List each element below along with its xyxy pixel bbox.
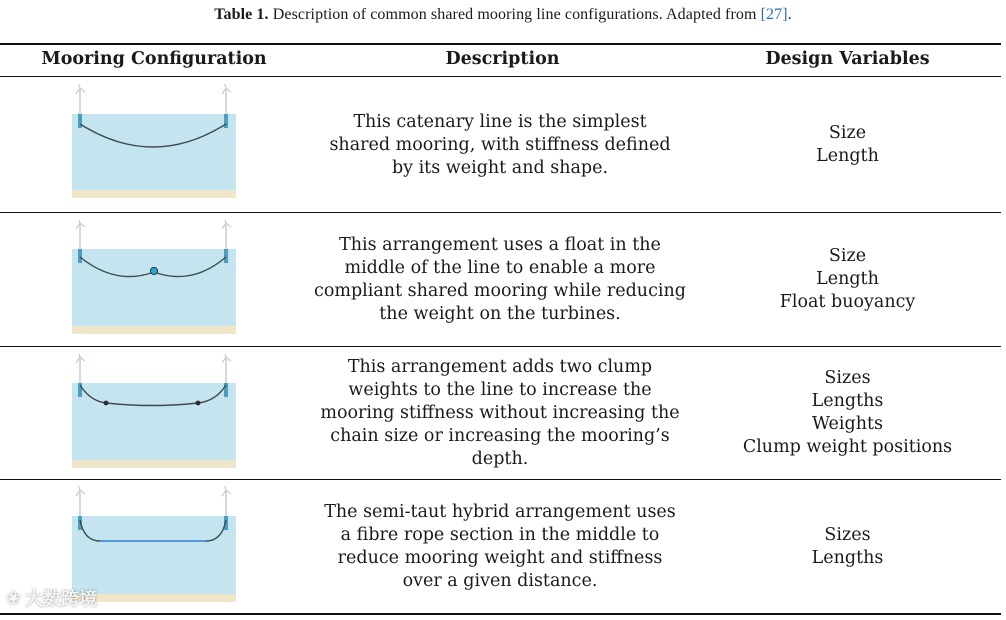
variable-item: Length	[816, 146, 879, 166]
header-description: Description	[445, 49, 560, 69]
float-mooring-diagram	[60, 220, 250, 336]
variable-item: Weights	[812, 414, 883, 434]
clump-weight	[196, 401, 201, 406]
row-4-variables	[695, 480, 1000, 613]
variable-item: Size	[828, 123, 867, 143]
bottom-rule	[0, 613, 1001, 615]
row-2-variables	[695, 213, 1000, 346]
watermark-logo-icon: ❀	[6, 587, 22, 609]
turbine-platform	[224, 249, 228, 263]
turbine-platform	[78, 249, 82, 263]
header-rule	[0, 76, 1001, 77]
variable-item: Lengths	[811, 391, 884, 411]
seabed	[72, 460, 236, 468]
top-rule	[0, 43, 1001, 45]
row-1-description-text: This catenary line is the simplest shared mooring, with stiffness defined by its weight and shape.	[329, 111, 671, 178]
water-area	[72, 516, 236, 594]
turbine-platform	[78, 114, 82, 128]
variable-item: Float buoyancy	[779, 292, 916, 312]
row-3-description-text: This arrangement adds two clump weights to the line to increase the mooring stiffness without increasing the chain size or increasing the mooring’s depth.	[320, 356, 680, 469]
header-variables: Design Variables	[765, 49, 930, 69]
row-1-description	[305, 78, 695, 212]
row-2-description-text: This arrangement uses a float in the middle of the line to enable a more compliant shared mooring while reducing the weight on the turbines.	[314, 234, 686, 324]
clump-weight	[104, 401, 109, 406]
watermark-text: 大数跨境	[25, 589, 98, 610]
watermark	[6, 585, 97, 611]
seabed	[72, 326, 236, 334]
water-area	[72, 114, 236, 190]
row-4-description-text: The semi-taut hybrid arrangement uses a fibre rope section in the middle to reduce mooring weight and stiffness over a given distance.	[324, 501, 676, 591]
float-buoy	[150, 267, 157, 274]
water-area	[72, 383, 236, 460]
variable-item: Length	[816, 269, 879, 289]
row-3-variables	[695, 347, 1000, 479]
caption-reference-link[interactable]: [27]	[760, 6, 788, 23]
turbine-platform	[224, 114, 228, 128]
row-1-variables	[695, 78, 1000, 212]
table-caption	[0, 6, 1006, 24]
variable-item: Sizes	[824, 368, 871, 388]
row-4-description	[305, 480, 695, 613]
clump-weight-mooring-diagram	[60, 354, 250, 470]
variable-item: Clump weight positions	[742, 437, 953, 457]
water-area	[72, 249, 236, 326]
header-configuration: Mooring Configuration	[41, 49, 267, 69]
variable-item: Size	[828, 246, 867, 266]
caption-label: Table 1.	[214, 6, 269, 23]
row-2-description	[305, 213, 695, 346]
variable-item: Sizes	[824, 524, 871, 545]
variable-item: Lengths	[811, 547, 884, 568]
caption-text: Description of common shared mooring line configurations. Adapted from	[268, 6, 761, 23]
catenary-mooring-diagram	[60, 84, 250, 204]
seabed	[72, 190, 236, 198]
row-3-description	[305, 347, 695, 479]
caption-tail: .	[787, 6, 792, 23]
